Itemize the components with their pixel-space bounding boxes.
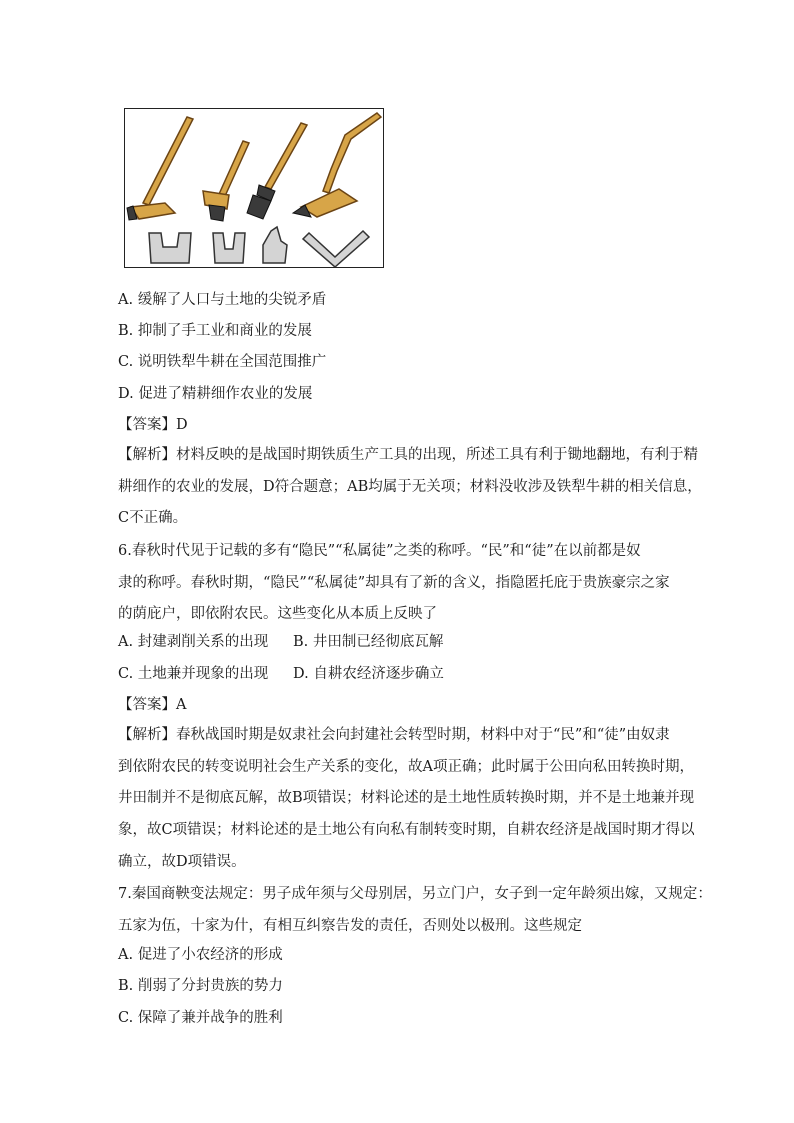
q6-stem-line: 隶的称呼。春秋时期，“隐民”“私属徒”却具有了新的含义，指隐匿托庇于贵族豪宗之家 [118,574,670,591]
q6-option-a: A. 封建剥削关系的出现 [118,634,269,650]
q5-answer: 【答案】D [118,417,188,433]
q6-option-c: C. 土地兼并现象的出现 [118,666,269,682]
q6-analysis [118,720,695,879]
iron-tools-illustration [125,109,383,267]
q7-stem [118,879,712,942]
q6-stem-line: 的荫庇户，即依附农民。这些变化从本质上反映了 [118,606,437,623]
q6-answer: 【答案】A [118,697,187,713]
q6-option-d: D. 自耕农经济逐步确立 [293,666,444,682]
q5-analysis-line: 耕细作的农业的发展，D符合题意；AB均属于无关项；材料没收涉及铁犁牛耕的相关信息， [118,478,702,495]
q7-option-b: B. 削弱了分封贵族的势力 [118,978,283,994]
q6-analysis-line: 到依附农民的转变说明社会生产关系的变化，故A项正确；此时属于公田向私田转换时期， [118,758,694,775]
q7-stem-line: 五家为伍，十家为什，有相互纠察告发的责任，否则处以极刑。这些规定 [118,917,582,934]
q6-analysis-line: 象，故C项错误；材料论述的是土地公有向私有制转变时期，自耕农经济是战国时期才得以 [118,822,695,839]
hoe-tool [127,117,193,220]
q5-analysis [118,440,702,535]
q6-stem [118,536,678,631]
iron-tools-figure [124,108,384,268]
iron-heads-row [149,227,369,267]
q6-analysis-line: 确立，故D项错误。 [118,853,246,870]
axe-tool [203,141,249,221]
q6-option-b: B. 井田制已经彻底瓦解 [293,634,444,650]
plough-tool [293,113,381,217]
q7-stem-line: 7.秦国商鞅变法规定：男子成年须与父母别居，另立门户，女子到一定年龄须出嫁，又规定： [118,886,712,902]
q5-option-c: C. 说明铁犁牛耕在全国范围推广 [118,354,327,370]
q5-analysis-line: 【解析】材料反映的是战国时期铁质生产工具的出现，所述工具有利于锄地翻地，有利于精 [118,447,698,463]
q7-option-c: C. 保障了兼并战争的胜利 [118,1010,283,1026]
q7-option-a: A. 促进了小农经济的形成 [118,947,283,963]
q5-analysis-line: C不正确。 [118,510,188,527]
spade-tool [247,123,307,219]
q6-analysis-line: 井田制并不是彻底瓦解，故B项错误；材料论述的是土地性质转换时期，并不是土地兼并现 [118,790,695,807]
q6-analysis-line: 【解析】春秋战国时期是奴隶社会向封建社会转型时期，材料中对于“民”和“徒”由奴隶 [118,727,670,743]
q5-option-d: D. 促进了精耕细作农业的发展 [118,386,313,402]
q5-option-a: A. 缓解了人口与土地的尖锐矛盾 [118,292,327,308]
q5-option-b: B. 抑制了手工业和商业的发展 [118,323,312,339]
q6-stem-line: 6.春秋时代见于记载的多有“隐民”“私属徒”之类的称呼。“民”和“徒”在以前都是奴 [118,543,641,559]
